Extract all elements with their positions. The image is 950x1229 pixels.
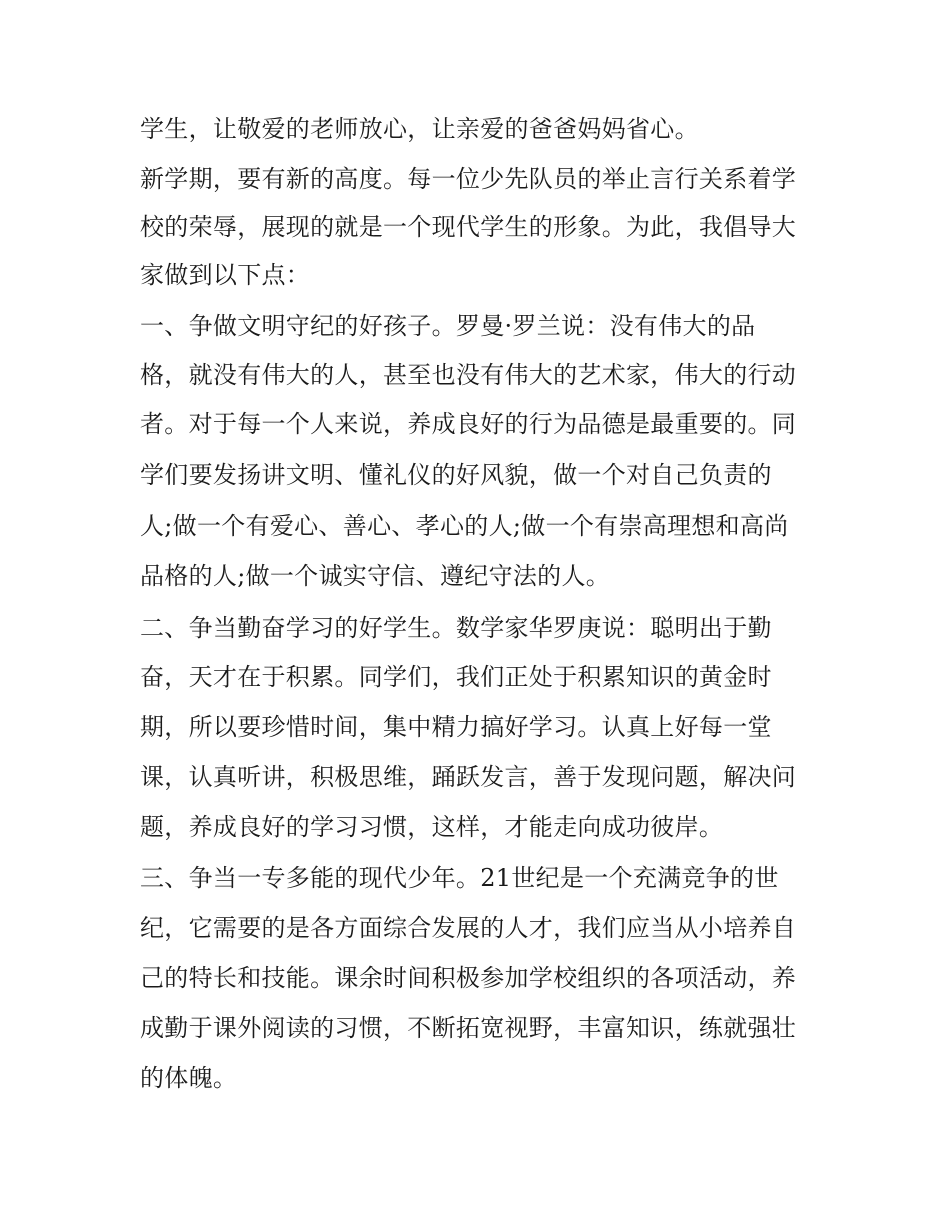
text-line: 新学期，要有新的高度。每一位少先队员的举止言行关系着学 [140, 165, 797, 193]
text-line: 题，养成良好的学习习惯，这样，才能走向成功彼岸。 [140, 813, 724, 841]
text-line: 成勤于课外阅读的习惯，不断拓宽视野，丰富知识，练就强壮 [140, 1014, 797, 1042]
text-line: 者。对于每一个人来说，养成良好的行为品德是最重要的。同 [140, 410, 797, 438]
text-line: 人;做一个有爱心、善心、孝心的人;做一个有崇高理想和高尚 [140, 512, 789, 540]
text-line: 三、争当一专多能的现代少年。21世纪是一个充满竞争的世 [140, 864, 779, 892]
text-line: 学生，让敬爱的老师放心，让亲爱的爸爸妈妈省心。 [140, 115, 699, 143]
text-line: 己的特长和技能。课余时间积极参加学校组织的各项活动，养 [140, 964, 797, 992]
text-line: 课，认真听讲，积极思维，踊跃发言，善于发现问题，解决问 [140, 763, 797, 791]
text-line: 奋，天才在于积累。同学们，我们正处于积累知识的黄金时 [140, 663, 772, 691]
text-line: 家做到以下点： [140, 261, 311, 289]
text-line: 格，就没有伟大的人，甚至也没有伟大的艺术家，伟大的行动 [140, 361, 797, 389]
text-line: 二、争当勤奋学习的好学生。数学家华罗庚说：聪明出于勤 [140, 614, 772, 642]
text-line: 一、争做文明守纪的好孩子。罗曼·罗兰说：没有伟大的品 [140, 312, 756, 340]
text-line: 的体魄。 [140, 1064, 238, 1092]
text-line: 期，所以要珍惜时间，集中精力搞好学习。认真上好每一堂 [140, 713, 772, 741]
text-line: 纪，它需要的是各方面综合发展的人才，我们应当从小培养自 [140, 914, 797, 942]
text-line: 品格的人;做一个诚实守信、遵纪守法的人。 [140, 562, 611, 590]
text-line: 学们要发扬讲文明、懂礼仪的好风貌，做一个对自己负责的 [140, 461, 772, 489]
text-line: 校的荣辱，展现的就是一个现代学生的形象。为此，我倡导大 [140, 213, 797, 241]
